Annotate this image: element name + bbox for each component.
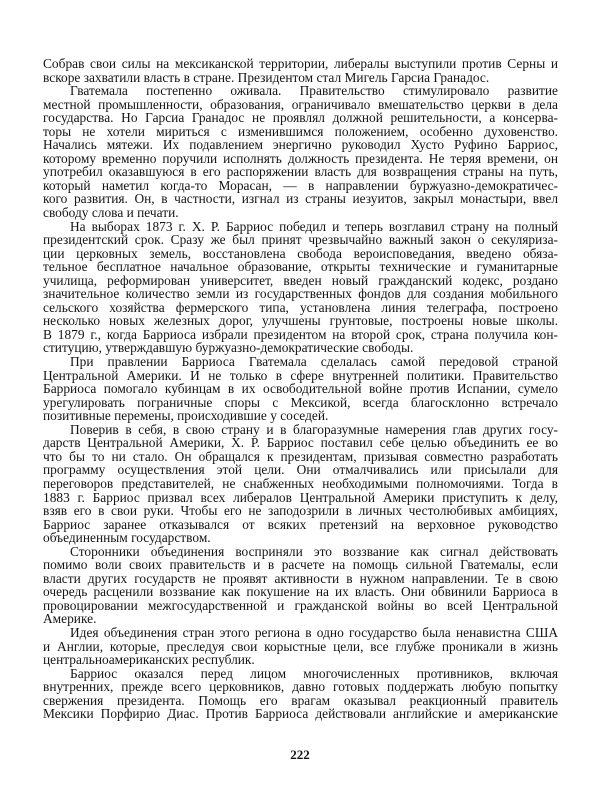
text-line: взяв его в свои руки. Чтобы его не заподозрили в личных честолюбивых амбициях, <box>43 503 558 519</box>
text-line: помимо воли своих правительств и в расчете на помощь сильной Гватемалы, если <box>43 557 558 573</box>
paragraph <box>43 220 558 355</box>
paragraph <box>43 545 558 626</box>
text-line: Поверив в себя, в свою страну и в благоразумные намерения глав других госу- <box>70 421 558 437</box>
text-line: ституцию, утверждавшую буржуазно-демократические свободы. <box>43 340 414 356</box>
text-line: свободу слова и печати. <box>43 205 179 221</box>
text-line: центральноамериканских республик. <box>43 652 255 668</box>
paragraph <box>43 84 558 219</box>
text-line: провоцировании межгосударственной и гражданской войны во всей Центральной <box>43 597 558 613</box>
text-line: При правлении Барриоса Гватемала сделалась самой передовой страной <box>70 354 558 370</box>
text-line: 1883 г. Барриос призвал всех либералов Центральной Америки приступить к делу, <box>43 489 558 505</box>
text-line: несколько новых железных дорог, улучшены грунтовые, построены новые школы. <box>43 313 558 329</box>
text-line: дарств Центральной Америки, Х. Р. Барриос поставил себе целью объединить ее во <box>43 435 558 451</box>
text-line: Америке. <box>43 611 97 627</box>
text-line: программу осуществления этой цели. Они отмалчивались или присылали для <box>43 462 558 478</box>
text-line: и Англии, которые, преследуя свои корыстные цели, все глубже проникали в жизнь <box>43 638 558 654</box>
text-line: позитивные перемены, происходившие у соседей. <box>43 408 329 424</box>
paragraph <box>43 423 558 545</box>
text-line: Барриос оказался перед лицом многочисленных противников, включая <box>70 665 558 681</box>
text-line: Идея объединения стран этого региона в одно государство была ненавистна США <box>70 624 558 640</box>
text-line: Начались мятежи. Их подавлением энергично руководил Хусто Руфино Барриос, <box>43 137 558 153</box>
paragraph <box>43 355 558 423</box>
text-line: внутренних, прежде всего церковников, давно готовых поддержать любую попытку <box>43 679 558 695</box>
text-line: торы не хотели мириться с изменившимся положением, особенно духовенство. <box>43 123 558 139</box>
text-line: государства. Но Гарсиа Гранадос не проявлял должной решительности, а консерва- <box>43 110 558 126</box>
text-line: Мексики Порфирио Диас. Против Барриоса действовали английские и американские <box>43 706 558 722</box>
text-line: которому временно поручили исполнять должность президента. Не теряя времени, он <box>43 150 558 166</box>
text-line: На выборах 1873 г. Х. Р. Барриос победил и теперь возглавил страну на полный <box>70 218 558 234</box>
paragraph <box>43 626 558 667</box>
text-line: В 1879 г., когда Барриоса избрали президентом на второй срок, страна получила кон- <box>43 326 558 342</box>
text-line: свержения президента. Помощь его врагам оказывал реакционный правитель <box>43 692 558 708</box>
text-line: власти других государств не проявят активности в нужном направлении. Те в свою <box>43 570 558 586</box>
text-line: что бы то ни стало. Он обращался к президентам, призывая совместно разработать <box>43 448 558 464</box>
text-line: значительное количество земли из государственных фондов для создания мобильного <box>43 286 558 302</box>
text-line: президентский срок. Сразу же был принят чрезвычайно важный закон о секуляриза- <box>43 232 558 248</box>
page-number: 222 <box>290 747 310 762</box>
text-line: урегулировать пограничные споры с Мексикой, всегда благосклонно встречало <box>43 394 558 410</box>
text-line: Барриос заранее отказывался от всяких претензий на верховное руководство <box>43 516 558 532</box>
text-line: тельное бесплатное начальное образование, открыты технические и гуманитарные <box>43 259 558 275</box>
text-line: объединенным государством. <box>43 530 211 546</box>
text-line: сельского хозяйства фермерского типа, установлена линия телеграфа, построено <box>43 299 558 315</box>
text-line: Барриоса помогало кубинцам в их освободительной войне против Испании, сумело <box>43 381 558 397</box>
paragraph <box>43 667 558 721</box>
page-body <box>43 57 558 721</box>
text-line: местной промышленности, образования, ограничивало вмешательство церкви в дела <box>43 96 558 112</box>
text-line: ции церковных земель, восстановлена свобода вероисповедания, введено обяза- <box>43 245 558 261</box>
text-line: Сторонники объединения восприняли это воззвание как сигнал действовать <box>70 543 558 559</box>
text-line: училища, реформирован университет, введен новый гражданский кодекс, роздано <box>43 272 558 288</box>
text-line: Собрав свои силы на мексиканской территории, либералы выступили против Серны и <box>43 56 558 71</box>
text-line: употребил оказавшуюся в его распоряжении власть для возвращения страны на путь, <box>43 164 558 180</box>
text-line: очередь расценили воззвание как покушение на их власть. Они обвинили Барриоса в <box>43 584 558 600</box>
paragraph <box>43 57 558 84</box>
text-line: переговоров представителей, не снабженных необходимыми полномочиями. Тогда в <box>43 475 558 491</box>
text-line: Гватемала постепенно оживала. Правительство стимулировало развитие <box>70 83 558 99</box>
text-line: Центральной Америки. И не только в сфере внутренней политики. Правительство <box>43 367 558 383</box>
text-line: который наметил когда-то Морасан, — в направлении буржуазно-демократичес- <box>43 177 558 193</box>
text-line: кого развития. Он, в частности, изгнал из страны иезуитов, закрыл монастыри, ввел <box>43 191 558 207</box>
text-line: вскоре захватили власть в стране. Президентом стал Мигель Гарсиа Гранадос. <box>43 69 490 85</box>
